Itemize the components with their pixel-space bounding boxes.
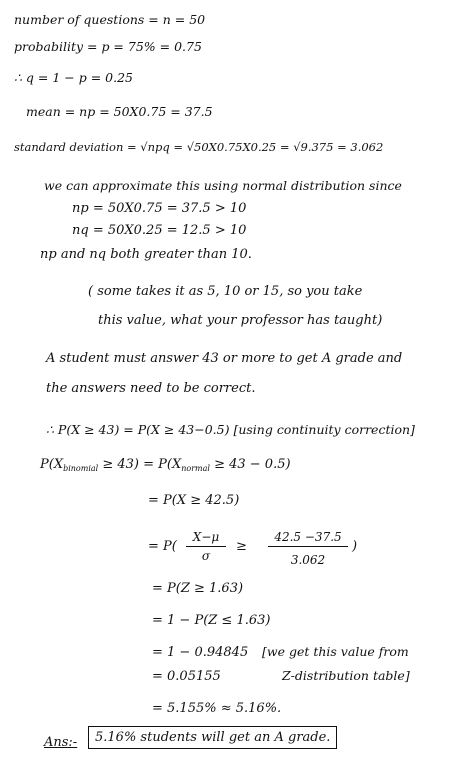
- line-answers-correct: the answers need to be correct.: [46, 381, 256, 396]
- line-mean: mean = np = 50X0.75 = 37.5: [26, 104, 213, 119]
- expr-mid: ≥ 43) = P(X: [102, 457, 182, 472]
- line-px-425: = P(X ≥ 42.5): [148, 493, 240, 508]
- line-approximation: we can approximate this using normal distribution since: [44, 178, 402, 193]
- line-percent: = 5.155% ≈ 5.16%.: [152, 701, 282, 716]
- symbol-geq: ≥: [236, 539, 247, 554]
- line-pz: = P(Z ≥ 1.63): [152, 581, 244, 596]
- answer-label: Ans:-: [44, 735, 78, 750]
- line-subtract: = 1 − 0.94845: [152, 645, 249, 660]
- subscript-binomial: binomial: [63, 464, 99, 473]
- symbol-close-paren: ): [352, 539, 358, 554]
- answer-box: [88, 726, 337, 749]
- note-table-1: [we get this value from: [262, 644, 409, 659]
- frac-num-2: 42.5 −37.5: [274, 530, 342, 544]
- answer-text: 5.16% students will get an A grade.: [95, 730, 331, 745]
- frac-num-1: X−μ: [192, 530, 220, 544]
- line-q: ∴ q = 1 − p = 0.25: [14, 70, 133, 85]
- line-both-greater: np and nq both greater than 10.: [40, 247, 252, 262]
- line-note-2: this value, what your professor has taught): [98, 313, 383, 328]
- line-np-check: np = 50X0.75 = 37.5 > 10: [72, 201, 247, 216]
- line-standard-deviation: standard deviation = √npq = √50X0.75X0.25 = √9.375 = 3.062: [14, 140, 384, 154]
- line-standardize-open: = P(: [148, 539, 177, 554]
- subscript-normal: normal: [181, 464, 210, 473]
- expr-tail: ≥ 43 − 0.5): [214, 457, 291, 472]
- note-table-2: Z-distribution table]: [282, 668, 410, 683]
- frac-bar-2: [268, 546, 348, 547]
- line-note-1: ( some takes it as 5, 10 or 15, so you take: [88, 284, 363, 299]
- line-binomial-normal: [40, 458, 291, 473]
- frac-den-1: σ: [201, 549, 211, 563]
- expr-p-x: P(X: [40, 457, 64, 472]
- line-nq-check: nq = 50X0.25 = 12.5 > 10: [72, 223, 247, 238]
- line-one-minus: = 1 − P(Z ≤ 1.63): [152, 613, 271, 628]
- line-student-must: A student must answer 43 or more to get A grade and: [46, 351, 403, 366]
- frac-bar-1: [186, 546, 226, 547]
- line-result: = 0.05155: [152, 669, 221, 684]
- line-number-of-questions: number of questions = n = 50: [14, 12, 206, 27]
- frac-den-2: 3.062: [290, 553, 326, 567]
- line-continuity: ∴ P(X ≥ 43) = P(X ≥ 43−0.5) [using continuity correction]: [46, 422, 415, 437]
- line-probability: probability = p = 75% = 0.75: [14, 39, 202, 54]
